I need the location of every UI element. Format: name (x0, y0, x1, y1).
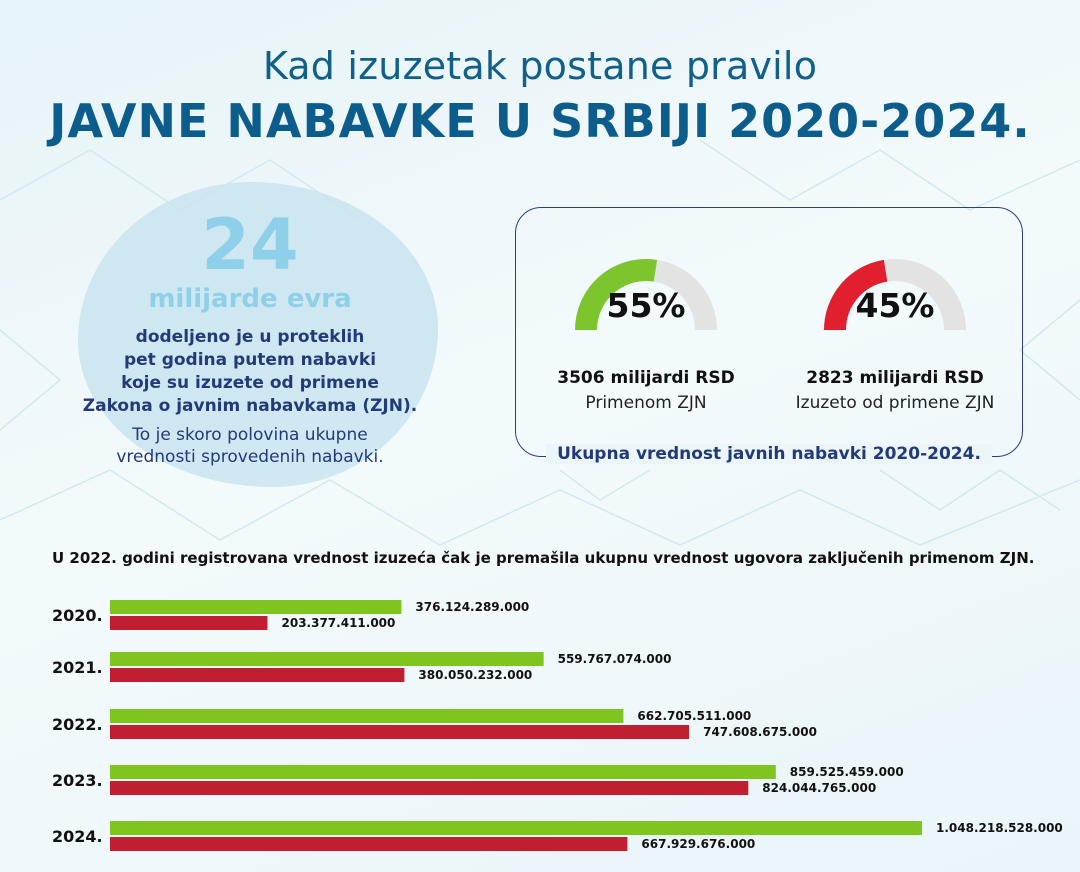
bar-exempt (110, 668, 404, 682)
highlight-subtext (70, 424, 430, 468)
highlight-line: koje su izuzete od primene (121, 373, 379, 393)
gauge-exempt-description: Izuzeto od primene ZJN (795, 393, 995, 413)
bar-value-label: 380.050.232.000 (418, 668, 533, 682)
bar-value-label: 376.124.289.000 (415, 600, 530, 614)
gauge-applied-percent: 55% (606, 286, 686, 325)
year-label: 2021. (52, 658, 103, 677)
bar-value-label: 1.048.218.528.000 (936, 821, 1063, 835)
year-label: 2020. (52, 606, 103, 625)
bar-value-label: 747.608.675.000 (703, 725, 817, 739)
page-subtitle: Kad izuzetak postane pravilo (262, 44, 818, 88)
gauge-exempt-value: 2823 milijardi RSD (806, 368, 984, 388)
highlight-text (60, 326, 440, 418)
gauge-applied-description: Primenom ZJN (585, 393, 707, 413)
bar-exempt (110, 781, 748, 795)
gauge-applied-value: 3506 milijardi RSD (557, 368, 735, 388)
highlight-line: dodeljeno je u proteklih (135, 327, 365, 347)
bar-exempt (110, 616, 268, 630)
bar-value-label: 824.044.765.000 (762, 781, 877, 795)
bar-value-label: 203.377.411.000 (281, 616, 396, 630)
bar-applied (110, 821, 922, 835)
gauges-caption: Ukupna vrednost javnih nabavki 2020-2024. (546, 444, 992, 464)
highlight-subline: vrednosti sprovedenih nabavki. (116, 447, 384, 467)
bar-value-label: 662.705.511.000 (637, 709, 752, 723)
chart-title: U 2022. godini registrovana vrednost izuzeća čak je premašila ukupnu vrednost ugovora zaključenih primenom ZJN. (52, 549, 1035, 567)
bar-applied (110, 765, 776, 779)
bar-chart (0, 585, 1080, 872)
bar-applied (110, 709, 623, 723)
bar-value-label: 559.767.074.000 (557, 652, 672, 666)
bar-exempt (110, 837, 627, 851)
bar-applied (110, 600, 401, 614)
year-label: 2024. (52, 827, 103, 846)
highlight-line: Zakona o javnim nabavkama (ZJN). (82, 396, 418, 416)
bar-exempt (110, 725, 689, 739)
bar-applied (110, 652, 544, 666)
highlight-line: pet godina putem nabavki (123, 350, 377, 370)
gauge-exempt-percent: 45% (855, 286, 935, 325)
bar-value-label: 667.929.676.000 (641, 837, 756, 851)
page-title: JAVNE NABAVKE U SRBIJI 2020-2024. (49, 94, 1031, 148)
highlight-number: 24 (201, 204, 299, 286)
year-label: 2023. (52, 771, 103, 790)
highlight-unit: milijarde evra (148, 284, 352, 314)
highlight-subline: To je skoro polovina ukupne (132, 425, 368, 445)
year-label: 2022. (52, 715, 103, 734)
bar-value-label: 859.525.459.000 (789, 765, 904, 779)
